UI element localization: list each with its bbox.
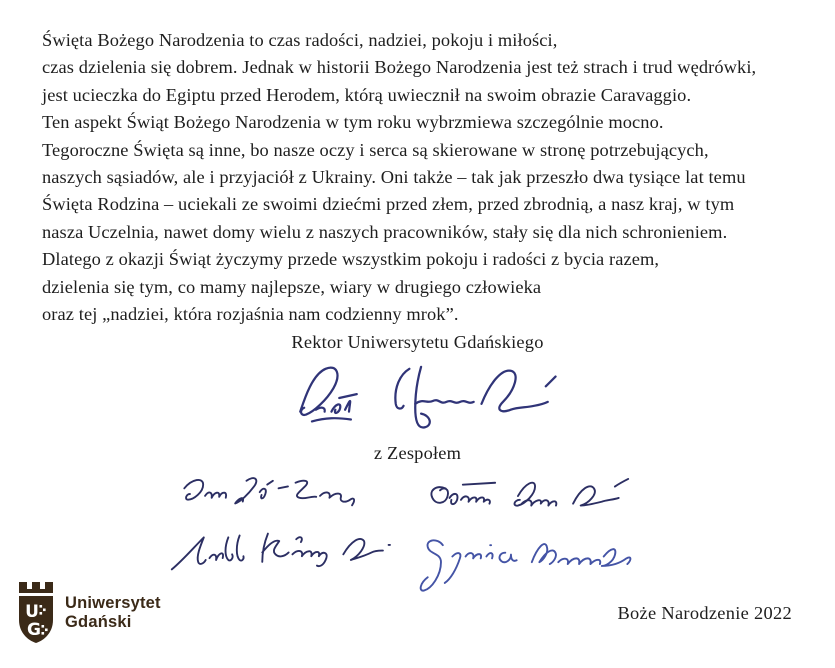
svg-text:G: G [27,620,41,640]
rector-signature [282,361,566,437]
letter-line: Święta Bożego Narodzenia to czas radości, nadziei, pokoju i miłości, [42,30,558,50]
team-signature-4 [414,530,642,600]
rector-signature-strokes [300,367,555,428]
svg-text:U: U [25,602,39,622]
signoff-title: Rektor Uniwersytetu Gdańskiego [291,332,544,352]
university-name [65,594,161,632]
team-signature-1-strokes [184,478,354,505]
team-signature-3-strokes [172,534,390,570]
team-signature-2 [421,475,651,519]
letter-line: Święta Rodzina – uciekali ze swoimi dziećmi przed złem, przed zbrodnią, a nasz kraj, w tym [42,194,735,215]
letter-line: oraz tej „nadziei, która rozjaśnia nam codzienny mrok”. [42,304,459,325]
ug-shield-icon [18,582,54,644]
team-signature-2-strokes [431,479,628,506]
team-signature-3 [168,526,398,577]
letter-text [42,27,822,328]
letter-line: Dlatego z okazji Świąt życzymy przede wszystkim pokoju i radości z bycia razem, [42,249,660,270]
team-signature-4-strokes [421,540,631,590]
letter-line: czas dzielenia się dobrem. Jednak w historii Bożego Narodzenia jest też strach i trud wędrówki, [42,57,757,78]
letter-line: jest ucieczka do Egiptu przed Herodem, którą uwiecznił na swoim obrazie Caravaggio. [42,84,692,105]
university-name-line2: Gdański [65,613,132,631]
letter-line: Tegoroczne Święta są inne, bo nasze oczy i serca są skierowane w stronę potrzebujących, [42,139,709,160]
letter-line: dzielenia się tym, co mamy najlepsze, wiary w drugiego człowieka [42,276,542,297]
university-logo [18,582,161,644]
letter-line: naszych sąsiadów, ale i przyjaciół z Ukrainy. Oni także – tak jak przeszło dwa tysiące lat temu [42,167,746,188]
university-name-line1: Uniwersytet [65,594,161,612]
letter-line: Ten aspekt Świąt Bożego Narodzenia w tym roku wybrzmiewa szczególnie mocno. [42,112,664,133]
team-signature-1 [173,471,369,517]
team-label: z Zespołem [373,443,462,463]
letter-line: nasza Uczelnia, nawet domy wielu z naszych pracowników, stały się dla nich schronieniem. [42,221,728,242]
occasion-label: Boże Narodzenie 2022 [617,603,792,623]
